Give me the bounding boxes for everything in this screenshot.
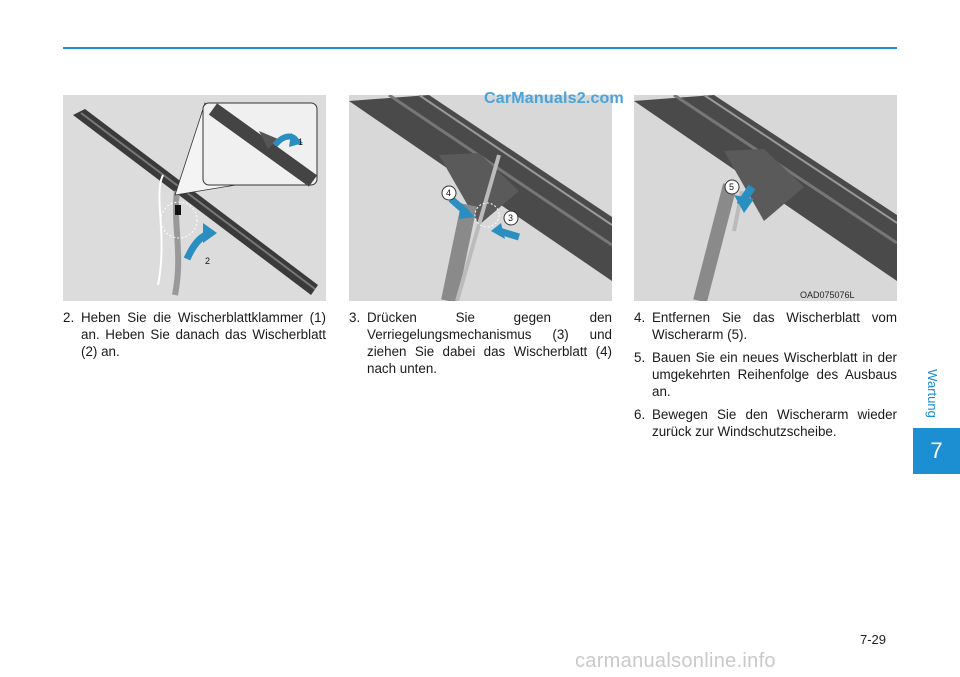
callout-5: 5 [729,182,735,192]
step-text: Bewegen Sie den Wischerarm wieder zurück zur Windschutzscheibe. [652,407,897,439]
step-text: Heben Sie die Wischerblattklammer (1) an. Heben Sie danach das Wischerblatt (2) an. [81,310,326,359]
step-text: Bauen Sie ein neues Wischerblatt in der umgekehrten Reihenfolge des Ausbaus an. [652,350,897,399]
figure-lift-clip-and-blade [63,95,326,301]
step-number: 5. [634,350,646,365]
step-number: 4. [634,310,646,325]
step-2 [63,309,326,360]
step-6 [634,406,897,440]
column-2 [349,309,612,383]
step-number: 2. [63,310,75,325]
section-label [921,360,943,426]
column-3 [634,309,897,446]
wiper-blade-illustration [63,95,326,301]
step-5 [634,349,897,400]
column-1 [63,309,326,366]
page-number: 7-29 [860,632,887,647]
wiper-lock-illustration [349,95,612,301]
watermark-logo: CarManuals2.com [484,90,624,107]
footer-watermark: carmanualsonline.info [575,650,776,672]
wiper-remove-illustration [634,95,897,301]
step-number: 3. [349,310,361,325]
section-label-text: Wartung [924,368,940,418]
callout-3: 3 [508,213,514,223]
step-4 [634,309,897,343]
callout-1: 1 [298,137,304,147]
step-number: 6. [634,407,646,422]
callout-2: 2 [205,256,211,266]
figure-press-lock-pull-blade [349,95,612,301]
chapter-tab: 7 [913,428,960,474]
callout-4: 4 [446,188,452,198]
step-text: Drücken Sie gegen den Verriegelungsmechanismus (3) und ziehen Sie dabei das Wischerblatt (4) nach unten. [367,310,612,376]
step-text: Entfernen Sie das Wischerblatt vom Wischerarm (5). [652,310,897,342]
step-3 [349,309,612,377]
header-rule [63,47,897,49]
figure-remove-blade-from-arm [634,95,897,301]
figure-code: OAD075076L [800,290,855,300]
